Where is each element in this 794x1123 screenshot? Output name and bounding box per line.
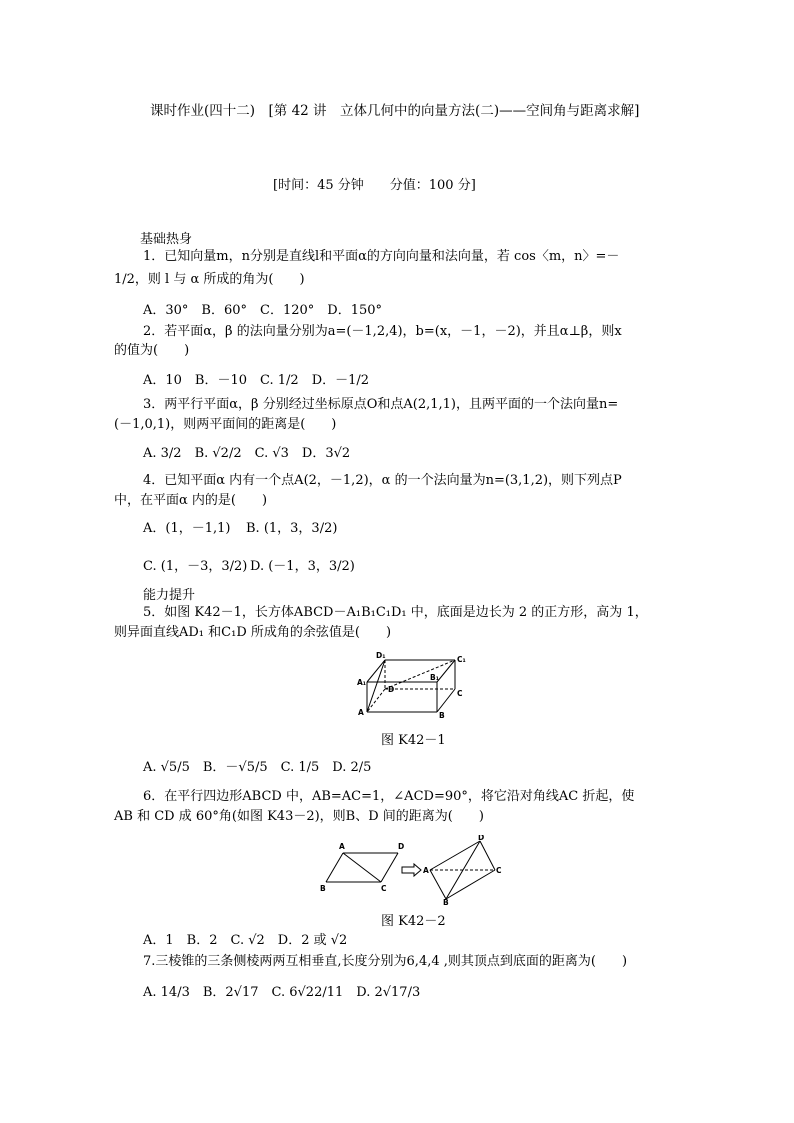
q3-options: A. 3/2 B. √2/2 C. √3 D．3√2 bbox=[143, 446, 351, 461]
section-advanced: 能力提升 bbox=[143, 588, 196, 603]
figure-parallelogram-fold bbox=[318, 835, 503, 905]
fig2-label-A2: A bbox=[423, 866, 429, 875]
label-B1: B₁ bbox=[430, 673, 440, 682]
time-score-meta: [时间：45 分钟 分值：100 分] bbox=[273, 178, 476, 193]
fig2-label-B2: B bbox=[443, 898, 449, 905]
q4-option-b: B. (1，3，3/2) bbox=[246, 521, 338, 536]
q6-options: A．1 B．2 C. √2 D．2 或 √2 bbox=[143, 933, 348, 948]
q4-option-c: C. (1，－3，3/2) bbox=[143, 559, 248, 574]
q1-line1: 1．已知向量m，n分别是直线l和平面α的方向向量和法向量，若 cos〈m，n〉=－ bbox=[143, 249, 620, 264]
q4-line1: 4．已知平面α 内有一个点A(2，－1,2)，α 的一个法向量为n=(3,1,2)，则下列点P bbox=[143, 473, 622, 488]
q5-line1: 5．如图 K42－1，长方体ABCD－A₁B₁C₁D₁ 中，底面是边长为 2 的正方形，高为 1， bbox=[143, 605, 648, 620]
q3-line1: 3．两平行平面α，β 分别经过坐标原点O和点A(2,1,1)，且两平面的一个法向量n= bbox=[143, 397, 619, 412]
q3-line2: (－1,0,1)，则两平面间的距离是( ) bbox=[114, 417, 337, 432]
label-A: A bbox=[358, 708, 364, 717]
fig2-label-D2: D bbox=[478, 835, 485, 842]
q4-option-a: A．(1，－1,1) bbox=[143, 521, 231, 536]
figure-caption-k42-2: 图 K42－2 bbox=[381, 914, 446, 929]
figure-cuboid bbox=[355, 650, 475, 722]
q1-options: A．30° B．60° C．120° D．150° bbox=[143, 303, 383, 318]
fig2-label-A: A bbox=[339, 842, 345, 851]
q7-line1: 7.三棱锥的三条侧棱两两互相垂直,长度分别为6,4,4 ,则其顶点到底面的距离为( ) bbox=[143, 954, 628, 969]
q1-line2: 1/2，则 l 与 α 所成的角为( ) bbox=[114, 272, 305, 287]
q6-line1: 6．在平行四边形ABCD 中，AB=AC=1，∠ACD=90°，将它沿对角线AC 折起，使 bbox=[143, 789, 635, 804]
fig2-label-C2: C bbox=[496, 866, 502, 875]
label-D1: D₁ bbox=[376, 651, 386, 660]
q4-option-d: D. (－1，3，3/2) bbox=[250, 559, 355, 574]
figure-caption-k42-1: 图 K42－1 bbox=[381, 733, 446, 748]
q4-line2: 中，在平面α 内的是( ) bbox=[114, 493, 268, 508]
section-basic: 基础热身 bbox=[140, 232, 193, 247]
q7-options: A. 14/3 B．2√17 C. 6√22/11 D. 2√17/3 bbox=[143, 985, 421, 1000]
label-D: D bbox=[388, 685, 395, 694]
label-C1: C₁ bbox=[457, 655, 466, 664]
q2-options: A．10 B．－10 C. 1/2 D．－1/2 bbox=[143, 373, 370, 388]
q5-line2: 则异面直线AD₁ 和C₁D 所成角的余弦值是( ) bbox=[114, 625, 392, 640]
fig2-label-D: D bbox=[398, 842, 405, 851]
page-title: 课时作业(四十二) [第 42 讲 立体几何中的向量方法(二)——空间角与距离求解] bbox=[150, 103, 640, 119]
fig2-label-B: B bbox=[320, 884, 326, 893]
q2-line1: 2．若平面α，β 的法向量分别为a=(－1,2,4)，b=(x，－1，－2)，并且α⊥β，则x bbox=[143, 324, 622, 339]
label-A1: A₁ bbox=[357, 678, 367, 687]
q6-line2: AB 和 CD 成 60°角(如图 K43－2)，则B、D 间的距离为( ) bbox=[114, 809, 484, 824]
label-B: B bbox=[439, 711, 445, 720]
q2-line2: 的值为( ) bbox=[114, 343, 190, 358]
label-C: C bbox=[457, 689, 463, 698]
q5-options: A. √5/5 B．－√5/5 C. 1/5 D. 2/5 bbox=[143, 760, 372, 775]
fig2-label-C: C bbox=[381, 884, 387, 893]
